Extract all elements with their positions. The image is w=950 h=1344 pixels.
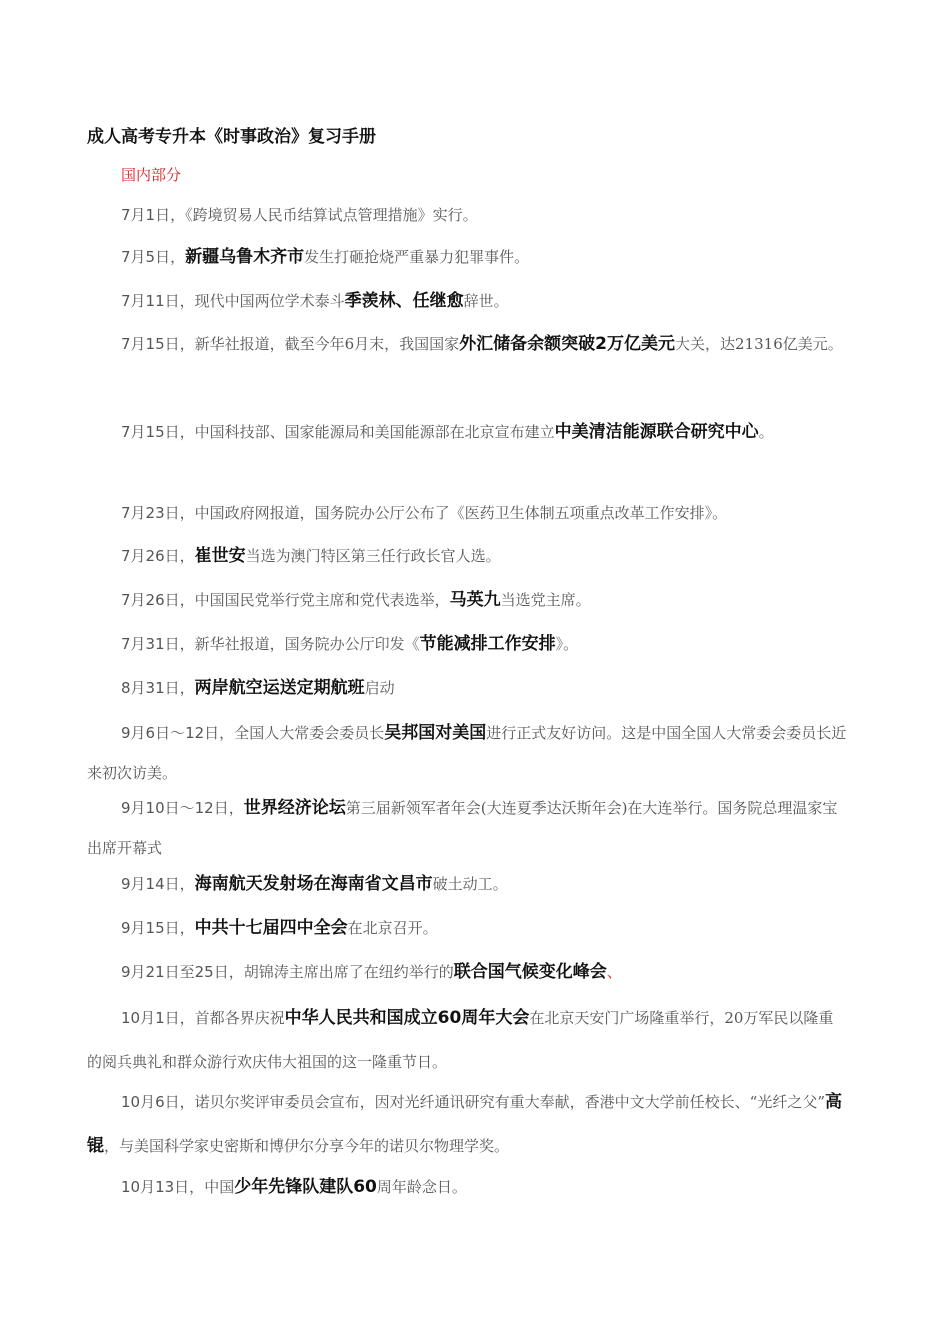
news-entry: 10月1日，首都各界庆祝中华人民共和国成立60周年大会在北京天安门广场隆重举行，20万军民以隆重的阅兵典礼和群众游行欢庆伟大祖国的这一隆重节日。 xyxy=(87,1008,834,1071)
news-entry: 7月11日，现代中国两位学术泰斗季羡林、任继愈辞世。 xyxy=(121,291,509,311)
news-entry: 7月26日，崔世安当选为澳门特区第三任行政长官人选。 xyxy=(121,546,501,566)
news-entry: 7月15日，新华社报道，截至今年6月末，我国国家外汇储备余额突破2万亿美元大关，达21316亿美元。 xyxy=(121,334,843,354)
news-entry: 9月14日，海南航天发射场在海南省文昌市破土动工。 xyxy=(121,874,508,894)
news-entry: 7月1日，《跨境贸易人民币结算试点管理措施》实行。 xyxy=(121,206,478,224)
document-title: 成人高考专升本《时事政治》复习手册 xyxy=(87,127,376,147)
section-heading: 国内部分 xyxy=(121,166,182,184)
news-entry: 10月6日，诺贝尔奖评审委员会宣布，因对光纤通讯研究有重大奉献，香港中文大学前任校长、“光纤之父”高锟，与美国科学家史密斯和博伊尔分享今年的诺贝尔物理学奖。 xyxy=(87,1092,842,1156)
news-entry: 7月15日，中国科技部、国家能源局和美国能源部在北京宣布建立中美清洁能源联合研究中心。 xyxy=(121,422,774,442)
news-entry: 9月21日至25日，胡锦涛主席出席了在纽约举行的联合国气候变化峰会、 xyxy=(121,962,622,982)
news-entry: 7月31日，新华社报道，国务院办公厅印发《节能减排工作安排》。 xyxy=(121,634,579,654)
news-entry: 10月13日，中国少年先锋队建队60周年龄念日。 xyxy=(121,1177,467,1197)
news-entry: 7月5日，新疆乌鲁木齐市发生打砸抢烧严重暴力犯罪事件。 xyxy=(121,247,530,267)
news-entry: 9月15日，中共十七届四中全会在北京召开。 xyxy=(121,918,438,938)
news-entry: 7月26日，中国国民党举行党主席和党代表选举，马英九当选党主席。 xyxy=(121,590,591,610)
news-entry: 9月6日～12日，全国人大常委会委员长吴邦国对美国进行正式友好访问。这是中国全国人大常委会委员长近来初次访美。 xyxy=(87,723,847,782)
news-entry: 8月31日，两岸航空运送定期航班启动 xyxy=(121,678,395,698)
news-entry: 9月10日～12日，世界经济论坛第三届新领军者年会(大连夏季达沃斯年会)在大连举行。国务院总理温家宝出席开幕式 xyxy=(87,798,838,857)
news-entry: 7月23日，中国政府网报道，国务院办公厅公布了《医药卫生体制五项重点改革工作安排》。 xyxy=(121,504,728,522)
